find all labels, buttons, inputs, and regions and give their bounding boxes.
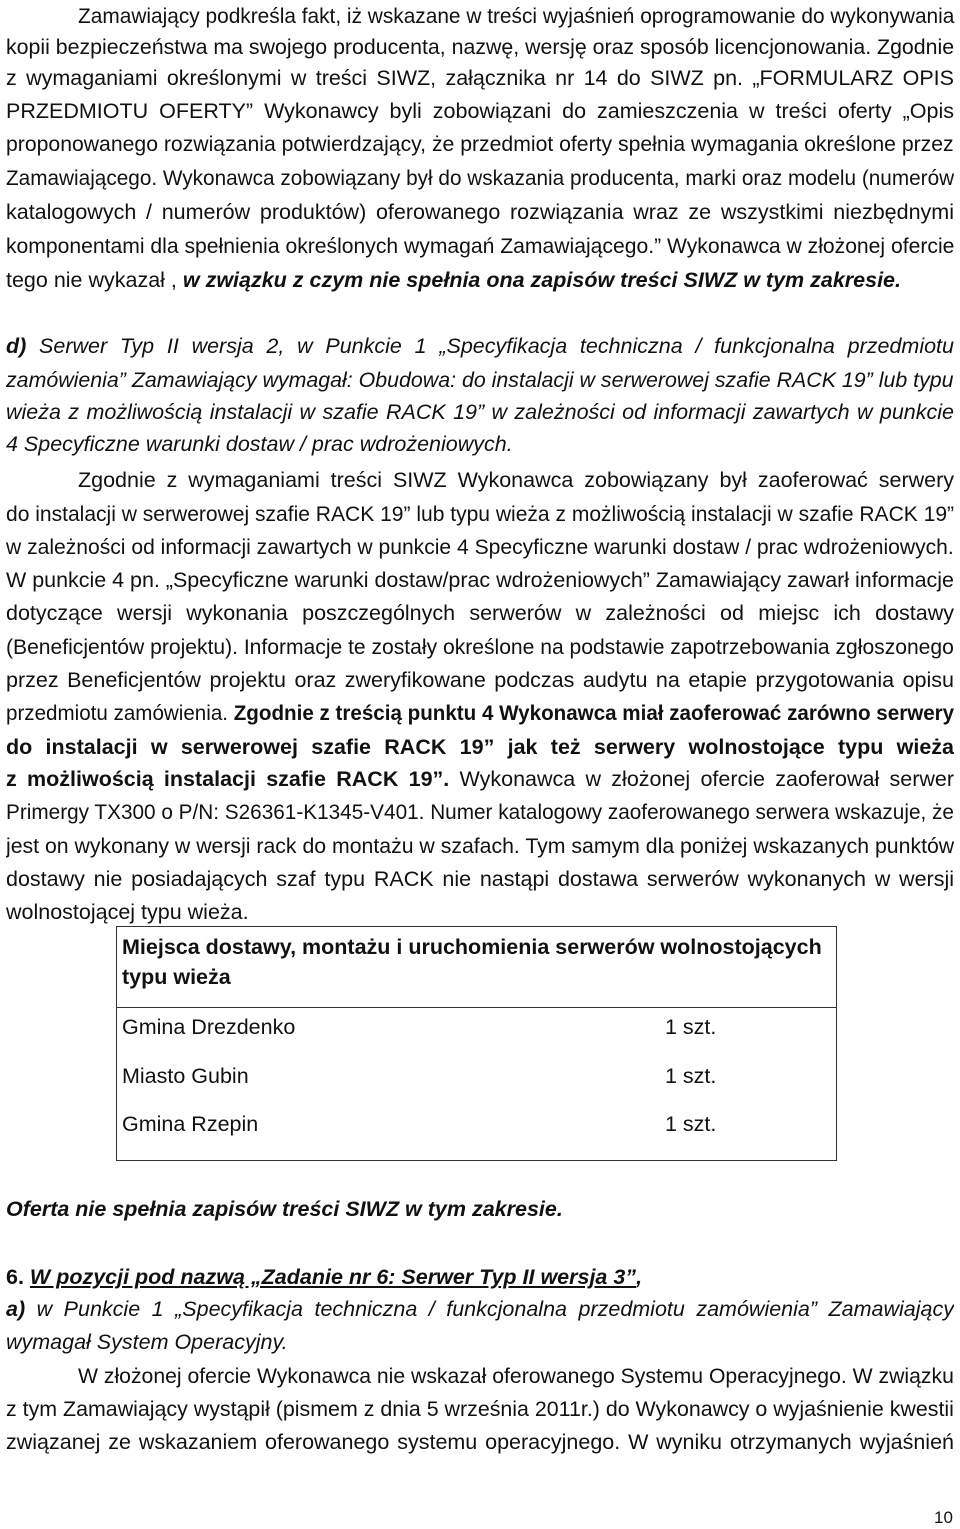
text-line bbox=[78, 1362, 954, 1390]
text-line bbox=[6, 832, 954, 860]
text-line bbox=[6, 164, 954, 192]
text-run: z wymaganiami określonymi w treści SIWZ, załącznika nr 14 do SIWZ pn. „FORMULARZ OPIS bbox=[6, 66, 954, 90]
text-run: a) bbox=[6, 1297, 26, 1321]
text-run: Wykonawca w złożonej ofercie zaoferował serwer bbox=[449, 767, 954, 791]
table-row-place: Gmina Rzepin bbox=[122, 1112, 259, 1136]
text-run: z możliwością instalacji szafie RACK 19”. bbox=[6, 767, 450, 791]
text-run: przedmiotu zamówienia. bbox=[6, 701, 234, 725]
text-run: PRZEDMIOTU OFERTY” Wykonawcy byli zobowiązani do zamieszczenia w treści oferty „Opis bbox=[6, 99, 954, 123]
table-row-place: Miasto Gubin bbox=[122, 1064, 249, 1088]
table-header-line: typu wieża bbox=[122, 965, 231, 989]
text-run: Zamawiającego. Wykonawca zobowiązany był do wskazania producenta, marki oraz modelu (numerów bbox=[6, 166, 954, 190]
text-line bbox=[6, 130, 954, 158]
text-line bbox=[6, 765, 954, 793]
text-line bbox=[6, 1263, 954, 1291]
text-run: dotyczące wersji wykonania poszczególnych serwerów w zależności od miejsc ich dostawy bbox=[6, 601, 954, 625]
text-run: wolnostojącej typu wieża. bbox=[6, 900, 249, 924]
text-run: Primergy TX300 o P/N: S26361-K1345-V401. Numer katalogowy zaoferowanego serwera wskazuje, że bbox=[6, 800, 954, 824]
text-line bbox=[78, 2, 955, 30]
text-run: do instalacji w serwerowej szafie RACK 19” lub typu wieża z możliwością instalacji w szafie RACK 19” bbox=[6, 502, 954, 526]
text-line bbox=[6, 1328, 954, 1356]
text-line bbox=[6, 733, 954, 761]
text-run: komponentami dla spełnienia określonych wymagań Zamawiającego.” Wykonawca w złożonej ofercie bbox=[6, 234, 954, 258]
text-line bbox=[6, 500, 954, 528]
table-header bbox=[117, 927, 836, 1008]
text-run: Zgodnie z treścią punktu 4 Wykonawca miał zaoferować zarówno serwery bbox=[233, 701, 954, 725]
text-line bbox=[6, 599, 954, 627]
table-row-place: Gmina Drezdenko bbox=[122, 1015, 296, 1039]
text-line bbox=[6, 430, 954, 458]
text-run: (Beneficjentów projektu). Informacje te zostały określone na podstawie zapotrzebowania zgłoszonego bbox=[6, 635, 954, 659]
text-line bbox=[6, 266, 954, 294]
text-run: proponowanego rozwiązania potwierdzający, że przedmiot oferty spełnia wymagania określone przez bbox=[6, 132, 954, 156]
text-run: , bbox=[636, 1265, 643, 1289]
text-line bbox=[6, 232, 954, 260]
text-line bbox=[6, 1428, 954, 1456]
text-run: 4 Specyficzne warunki dostaw / prac wdrożeniowych. bbox=[6, 432, 513, 456]
text-run: zamówienia” Zamawiający wymagał: Obudowa: do instalacji w serwerowej szafie RACK 19” lub typu bbox=[6, 368, 954, 392]
text-run: wieża z możliwością instalacji w szafie RACK 19” w zależności od informacji zawartych w punkcie bbox=[6, 400, 954, 424]
table-row-qty: 1 szt. bbox=[665, 1112, 717, 1136]
text-line bbox=[6, 1195, 954, 1223]
text-line bbox=[6, 33, 954, 61]
text-line bbox=[6, 566, 954, 594]
text-line bbox=[6, 64, 954, 92]
text-run: Zgodnie z wymaganiami treści SIWZ Wykonawca zobowiązany był zaoferować serwery bbox=[78, 468, 954, 492]
text-run: Zamawiający podkreśla fakt, iż wskazane w treści wyjaśnień oprogramowanie do wykonywania bbox=[78, 4, 955, 28]
text-run: z tym Zamawiający wystąpił (pismem z dnia 5 września 2011r.) do Wykonawcy o wyjaśnienie kwestii bbox=[6, 1397, 954, 1421]
table-row-qty: 1 szt. bbox=[665, 1064, 717, 1088]
text-run: 6. bbox=[6, 1265, 24, 1289]
text-run: W punkcie 4 pn. „Specyficzne warunki dostaw/prac wdrożeniowych” Zamawiający zawarł informacje bbox=[6, 568, 954, 592]
text-run: Serwer Typ II wersja 2, w Punkcie 1 „Specyfikacja techniczna / funkcjonalna przedmiotu bbox=[26, 334, 954, 358]
text-line bbox=[6, 533, 954, 561]
table-row-qty: 1 szt. bbox=[665, 1015, 717, 1039]
text-line bbox=[6, 97, 954, 125]
text-line bbox=[6, 666, 954, 694]
text-run: jest on wykonany w wersji rack do montażu w szafach. Tym samym dla poniżej wskazanych punktów bbox=[6, 834, 954, 858]
text-line bbox=[78, 466, 954, 494]
text-line bbox=[6, 898, 954, 926]
text-run: dostawy nie posiadających szaf typu RACK nie nastąpi dostawa serwerów wykonanych w wersji bbox=[6, 867, 954, 891]
text-run: wymagał System Operacyjny. bbox=[6, 1330, 288, 1354]
text-line bbox=[6, 332, 954, 360]
text-run: d) bbox=[6, 334, 27, 358]
text-line bbox=[6, 198, 954, 226]
text-line bbox=[6, 398, 954, 426]
text-line bbox=[6, 633, 954, 661]
delivery-locations-table bbox=[116, 926, 837, 1161]
text-line bbox=[6, 1395, 954, 1423]
text-run: w zależności od informacji zawartych w punkcie 4 Specyficzne warunki dostaw / prac wdrożeniowych. bbox=[6, 535, 954, 559]
page-number: 10 bbox=[934, 1508, 953, 1527]
text-run: W złożonej ofercie Wykonawca nie wskazał oferowanego Systemu Operacyjnego. W związku bbox=[78, 1364, 954, 1388]
text-line bbox=[6, 1295, 954, 1323]
text-run: Oferta nie spełnia zapisów treści SIWZ w tym zakresie. bbox=[6, 1197, 563, 1221]
text-run: kopii bezpieczeństwa ma swojego producenta, nazwę, wersję oraz sposób licencjonowania. Zgodnie bbox=[6, 35, 954, 59]
text-run: przez Beneficjentów projektu oraz zweryfikowane podczas audytu na etapie przygotowania opisu bbox=[6, 668, 954, 692]
text-line bbox=[6, 366, 954, 394]
text-run: w związku z czym nie spełnia ona zapisów treści SIWZ w tym zakresie. bbox=[182, 268, 901, 292]
text-run: w Punkcie 1 „Specyfikacja techniczna / funkcjonalna przedmiotu zamówienia” Zamawiający bbox=[25, 1297, 954, 1321]
text-run: W pozycji pod nazwą „Zadanie nr 6: Serwer Typ II wersja 3” bbox=[29, 1265, 637, 1289]
table-header-line: Miejsca dostawy, montażu i uruchomienia serwerów wolnostojących bbox=[122, 935, 822, 959]
text-line bbox=[6, 699, 954, 727]
text-run: katalogowych / numerów produktów) oferowanego rozwiązania wraz ze wszystkimi niezbędnymi bbox=[6, 200, 954, 224]
text-line bbox=[6, 798, 954, 826]
text-run: związanej ze wskazaniem oferowanego systemu operacyjnego. W wyniku otrzymanych wyjaśnień bbox=[6, 1430, 954, 1454]
text-line bbox=[6, 865, 954, 893]
text-run: tego nie wykazał , bbox=[6, 268, 183, 292]
text-run: do instalacji w serwerowej szafie RACK 19” jak też serwery wolnostojące typu wieża bbox=[6, 735, 954, 759]
